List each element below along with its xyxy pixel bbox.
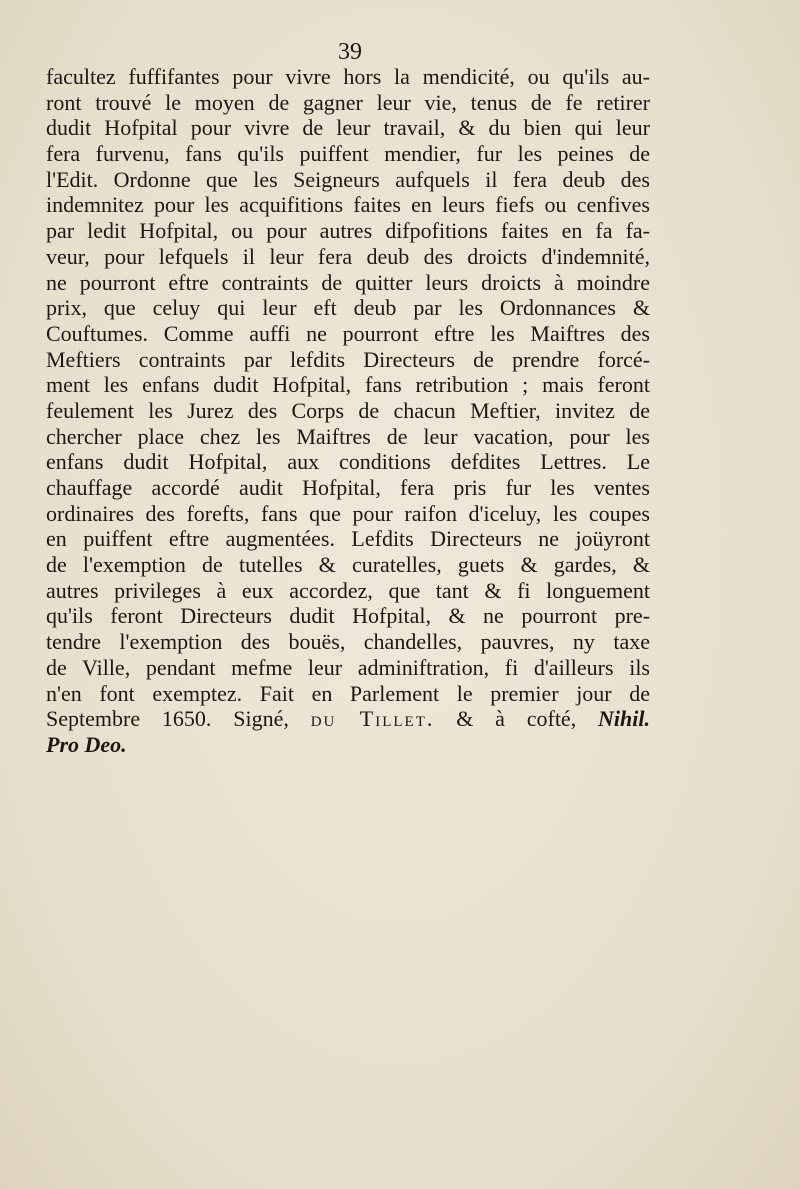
- text-line: de Ville, pendant mefme leur adminiftration, fi d'ailleurs ils: [46, 654, 650, 680]
- text-line: dudit Hofpital pour vivre de leur travail, & du bien qui leur: [46, 115, 650, 141]
- text-line: ment les enfans dudit Hofpital, fans retribution ; mais feront: [46, 372, 650, 398]
- text-line: en puiffent eftre augmentées. Lefdits Directeurs ne joüyront: [46, 526, 650, 552]
- text-line: autres privileges à eux accordez, que tant & fi longuement: [46, 577, 650, 603]
- text-line: feulement les Jurez des Corps de chacun Meftier, invitez de: [46, 397, 650, 423]
- text-line: indemnitez pour les acquifitions faites en leurs fiefs ou cenfives: [46, 192, 650, 218]
- text-line: qu'ils feront Directeurs dudit Hofpital, & ne pourront pre-: [46, 603, 650, 629]
- text-line: fera furvenu, fans qu'ils puiffent mendier, fur les peines de: [46, 141, 650, 167]
- text-line: ne pourront eftre contraints de quitter leurs droicts à moindre: [46, 269, 650, 295]
- nihil-mark: Nihil.: [598, 706, 650, 732]
- text-line: veur, pour lefquels il leur fera deub des droicts d'indemnité,: [46, 243, 650, 269]
- text-line: ront trouvé le moyen de gagner leur vie, tenus de fe retirer: [46, 89, 650, 115]
- pro-deo-mark: Pro Deo.: [46, 731, 127, 757]
- text-line: facultez fuffifantes pour vivre hors la mendicité, ou qu'ils au-: [46, 64, 650, 89]
- text-line: prix, que celuy qui leur eft deub par les Ordonnances &: [46, 295, 650, 321]
- signer-name: du Tillet.: [310, 706, 435, 732]
- text-line: chauffage accordé audit Hofpital, fera pris fur les ventes: [46, 475, 650, 500]
- text-line: de l'exemption de tutelles & curatelles, guets & gardes, &: [46, 552, 650, 578]
- text-line: n'en font exemptez. Fait en Parlement le premier jour de: [46, 680, 650, 706]
- text-line: l'Edit. Ordonne que les Seigneurs aufquels il fera deub des: [46, 166, 650, 192]
- body-text: [46, 64, 650, 758]
- text-line: Couftumes. Comme auffi ne pourront eftre les Maiftres des: [46, 320, 650, 346]
- closing-cote: & à cofté,: [456, 706, 577, 732]
- closing-line: [46, 706, 650, 732]
- text-line: ordinaires des forefts, fans que pour raifon d'iceluy, les coupes: [46, 500, 650, 526]
- text-line: chercher place chez les Maiftres de leur vacation, pour les: [46, 423, 650, 449]
- closing-date: Septembre 1650. Signé,: [46, 706, 289, 732]
- text-line: enfans dudit Hofpital, aux conditions defdites Lettres. Le: [46, 449, 650, 475]
- text-line: tendre l'exemption des bouës, chandelles, pauvres, ny taxe: [46, 629, 650, 655]
- page-number: 39: [338, 39, 362, 65]
- pro-deo-line: [46, 732, 650, 758]
- text-line: Meftiers contraints par lefdits Directeurs de prendre forcé-: [46, 346, 650, 372]
- text-line: par ledit Hofpital, ou pour autres difpofitions faites en fa fa-: [46, 218, 650, 244]
